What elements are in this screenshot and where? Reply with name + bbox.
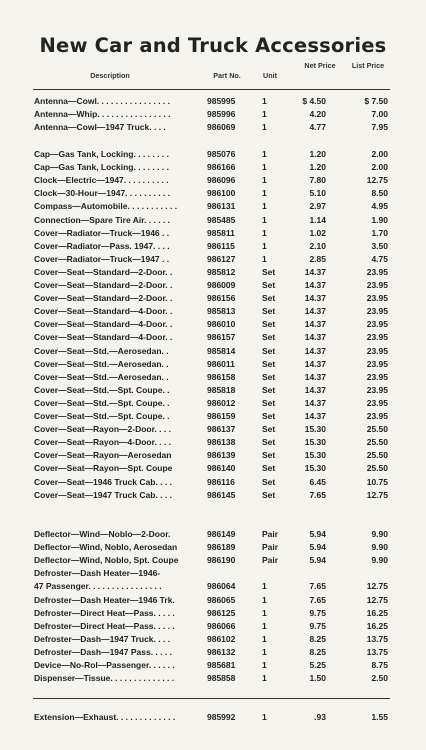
item-list-price: 9.90: [371, 529, 388, 539]
item-list-price: $ 7.50: [364, 96, 388, 106]
item-part-no: 986189: [207, 542, 236, 553]
item-list-price: 23.95: [366, 411, 388, 421]
item-description: Cover—Seat—Standard—4-Door. .: [34, 332, 173, 343]
item-part-no: 986012: [207, 397, 236, 408]
item-list-price: 7.95: [371, 122, 388, 133]
item-part-no: 986145: [207, 489, 236, 500]
item-list-price: 12.75: [366, 594, 388, 605]
table-row: [0, 292, 426, 305]
item-description: Compass—Automobile. . . . . . . . . . .: [34, 201, 178, 212]
item-list-price: 9.90: [371, 555, 388, 566]
table-row: [0, 594, 426, 607]
table-row: [0, 187, 426, 200]
item-description: Cover—Seat—Rayon—2-Door. . . .: [34, 424, 171, 435]
item-unit: 1: [262, 162, 267, 173]
item-part-no: 986159: [207, 411, 236, 421]
item-list-price: 23.95: [366, 293, 388, 304]
item-list-price: 23.95: [366, 266, 388, 277]
item-part-no: 986096: [207, 175, 236, 186]
table-row: [0, 567, 426, 580]
item-unit: Set: [262, 384, 276, 395]
item-net-price: 4.20: [309, 109, 326, 120]
table-row: [0, 358, 426, 371]
item-list-price: 23.95: [366, 345, 388, 356]
item-list-price: 23.95: [366, 332, 388, 343]
table-row: [0, 646, 426, 659]
item-description: Defroster—Direct Heat—Pass. . . . .: [34, 607, 175, 618]
item-part-no: 986065: [207, 594, 236, 605]
item-description: Device—No-Rol—Passenger. . . . . .: [34, 660, 175, 670]
item-list-price: 25.50: [366, 450, 388, 461]
item-part-no: 986125: [207, 607, 236, 618]
item-list-price: 4.95: [371, 201, 388, 212]
table-row: [0, 279, 426, 292]
item-unit: Set: [262, 345, 276, 356]
item-description: Antenna—Cowl—1947 Truck. . . .: [34, 122, 166, 133]
item-list-price: 16.25: [366, 620, 388, 631]
column-header-list-price: List Price: [351, 61, 385, 70]
item-net-price: 9.75: [309, 620, 326, 631]
item-unit: Set: [262, 293, 276, 304]
item-net-price: 1.14: [309, 214, 326, 225]
item-unit: 1: [262, 214, 267, 225]
item-description: Cap—Gas Tank, Locking. . . . . . . .: [34, 162, 169, 173]
table-row: [0, 476, 426, 489]
item-description: Extension—Exhaust. . . . . . . . . . . . .: [34, 712, 176, 722]
column-header-net-price: Net Price: [304, 61, 336, 70]
table-row: [0, 541, 426, 554]
item-unit: 1: [262, 122, 267, 133]
item-net-price: 9.75: [309, 607, 326, 618]
item-unit: 1: [262, 201, 267, 212]
item-unit: Set: [262, 424, 276, 435]
item-part-no: 985813: [207, 306, 236, 317]
item-unit: 1: [262, 660, 267, 670]
table-row: [0, 266, 426, 279]
item-description: Defroster—Dash—1947 Truck. . . .: [34, 633, 171, 644]
item-unit: Set: [262, 371, 276, 382]
item-net-price: 8.25: [309, 646, 326, 657]
table-row: [0, 672, 426, 685]
item-net-price: 14.37: [304, 319, 326, 330]
item-part-no: 986066: [207, 620, 236, 631]
item-unit: Set: [262, 397, 276, 408]
item-net-price: 2.10: [309, 240, 326, 251]
item-description: Cover—Seat—Std.—Aerosedan. .: [34, 358, 169, 369]
table-row: [0, 554, 426, 567]
page-title: New Car and Truck Accessories: [39, 34, 387, 57]
item-unit: 1: [262, 175, 267, 186]
item-net-price: 7.65: [309, 594, 326, 605]
item-part-no: 986131: [207, 201, 236, 212]
item-list-price: 8.75: [371, 660, 388, 670]
item-list-price: 13.75: [366, 633, 388, 644]
table-row: [0, 711, 426, 724]
item-part-no: 985814: [207, 345, 236, 356]
item-description: Cap—Gas Tank, Locking. . . . . . . .: [34, 149, 169, 159]
item-description: Deflector—Wind, Noblo, Aerosedan: [34, 542, 178, 553]
item-list-price: 1.90: [371, 214, 388, 225]
item-part-no: 986138: [207, 437, 236, 448]
item-description: Cover—Seat—Rayon—Aerosedan: [34, 450, 172, 461]
item-unit: 1: [262, 646, 267, 657]
item-description: Defroster—Dash Heater—1946 Trk.: [34, 594, 175, 605]
item-unit: 1: [262, 673, 267, 684]
item-list-price: 13.75: [366, 646, 388, 657]
item-list-price: 12.75: [366, 489, 388, 500]
item-unit: 1: [262, 607, 267, 618]
item-unit: Set: [262, 332, 276, 343]
table-row: [0, 108, 426, 121]
item-list-price: 1.55: [371, 712, 388, 722]
table-row: [0, 633, 426, 646]
table-row: [0, 607, 426, 620]
item-unit: Set: [262, 489, 276, 500]
item-unit: 1: [262, 633, 267, 644]
table-row: [0, 489, 426, 502]
item-unit: Set: [262, 437, 276, 448]
item-net-price: 2.85: [309, 253, 326, 264]
column-header-description: Description: [90, 71, 130, 80]
item-net-price: 5.94: [309, 529, 326, 539]
item-list-price: 25.50: [366, 463, 388, 474]
item-list-price: 25.50: [366, 437, 388, 448]
item-part-no: 986069: [207, 122, 236, 133]
table-row: [0, 240, 426, 253]
item-description: Cover—Seat—Std.—Aerosedan. .: [34, 345, 169, 356]
item-part-no: 986149: [207, 529, 236, 539]
item-unit: 1: [262, 712, 267, 722]
item-list-price: 4.75: [371, 253, 388, 264]
item-unit: 1: [262, 149, 267, 159]
item-list-price: 16.25: [366, 607, 388, 618]
item-list-price: 7.00: [371, 109, 388, 120]
item-net-price: 14.37: [304, 293, 326, 304]
item-description: Cover—Seat—Std.—Spt. Coupe. .: [34, 411, 170, 421]
item-description: Antenna—Cowl. . . . . . . . . . . . . . . .: [34, 96, 171, 106]
item-description: Cover—Seat—Rayon—Spt. Coupe: [34, 463, 173, 474]
item-part-no: 985681: [207, 660, 236, 670]
item-part-no: 986158: [207, 371, 236, 382]
item-description: Cover—Seat—Standard—2-Door. .: [34, 280, 173, 290]
item-part-no: 985995: [207, 96, 236, 106]
item-description: Defroster—Direct Heat—Pass. . . . .: [34, 620, 175, 631]
item-net-price: $ 4.50: [302, 96, 326, 106]
item-list-price: 12.75: [366, 175, 388, 186]
item-net-price: 14.37: [304, 397, 326, 408]
item-description: Cover—Seat—Standard—2-Door. .: [34, 293, 173, 304]
table-row: [0, 253, 426, 266]
item-description: Cover—Radiator—Truck—1947 . .: [34, 253, 170, 264]
item-unit: Pair: [262, 542, 279, 553]
item-part-no: 985076: [207, 149, 236, 159]
item-net-price: 7.65: [309, 581, 326, 592]
item-unit: 1: [262, 227, 267, 238]
item-part-no: 985812: [207, 266, 236, 277]
table-row: [0, 161, 426, 174]
item-unit: Set: [262, 463, 276, 474]
item-unit: 1: [262, 96, 267, 106]
table-row: [0, 174, 426, 187]
item-part-no: 986064: [207, 581, 236, 592]
item-net-price: 5.94: [309, 555, 326, 566]
item-description: Cover—Radiator—Truck—1946 . .: [34, 227, 170, 238]
item-part-no: 985858: [207, 673, 236, 684]
item-net-price: 15.30: [304, 463, 326, 474]
item-part-no: 986166: [207, 162, 236, 173]
item-part-no: 986102: [207, 633, 236, 644]
table-row: [0, 345, 426, 358]
column-header-part-no: Part No.: [213, 71, 241, 80]
table-row: [0, 331, 426, 344]
item-unit: Pair: [262, 529, 279, 539]
item-net-price: .93: [314, 712, 326, 722]
table-row: [0, 148, 426, 161]
item-net-price: 14.37: [304, 306, 326, 317]
item-list-price: 23.95: [366, 384, 388, 395]
item-net-price: 14.37: [304, 384, 326, 395]
item-unit: Set: [262, 358, 276, 369]
table-row: [0, 121, 426, 134]
item-description: Cover—Radiator—Pass. 1947. . . .: [34, 240, 170, 251]
table-row: [0, 318, 426, 331]
item-part-no: 986157: [207, 332, 236, 343]
item-list-price: 1.70: [371, 227, 388, 238]
item-description: Cover—Seat—1947 Truck Cab. . . .: [34, 489, 172, 500]
item-part-no: 986011: [207, 358, 235, 369]
item-description: Dispenser—Tissue. . . . . . . . . . . . . .: [34, 673, 175, 684]
table-row: [0, 423, 426, 436]
table-row: [0, 449, 426, 462]
item-net-price: 14.37: [304, 332, 326, 343]
item-part-no: 985485: [207, 214, 236, 225]
item-list-price: 23.95: [366, 319, 388, 330]
table-row: [0, 227, 426, 240]
table-row: [0, 305, 426, 318]
item-part-no: 986010: [207, 319, 236, 330]
item-net-price: 2.97: [309, 201, 326, 212]
item-part-no: 986116: [207, 476, 235, 487]
item-list-price: 2.50: [371, 673, 388, 684]
item-net-price: 14.37: [304, 266, 326, 277]
item-net-price: 14.37: [304, 371, 326, 382]
item-unit: Set: [262, 319, 276, 330]
item-part-no: 986137: [207, 424, 236, 435]
item-unit: Set: [262, 306, 276, 317]
item-list-price: 10.75: [366, 476, 388, 487]
table-row: [0, 95, 426, 108]
item-description: 47 Passenger. . . . . . . . . . . . . . . .: [34, 581, 162, 592]
item-part-no: 986190: [207, 555, 236, 566]
item-description: Antenna—Whip. . . . . . . . . . . . . . . .: [34, 109, 171, 120]
item-part-no: 985818: [207, 384, 236, 395]
item-unit: Set: [262, 476, 276, 487]
table-row: [0, 371, 426, 384]
item-description: Cover—Seat—1946 Truck Cab. . . .: [34, 476, 172, 487]
item-net-price: 8.25: [309, 633, 326, 644]
item-net-price: 15.30: [304, 437, 326, 448]
item-description: Cover—Seat—Std.—Spt. Coupe. .: [34, 384, 170, 395]
table-row: [0, 436, 426, 449]
item-unit: 1: [262, 188, 267, 199]
table-row: [0, 620, 426, 633]
item-list-price: 12.75: [366, 581, 388, 592]
item-net-price: 5.25: [309, 660, 326, 670]
table-row: [0, 659, 426, 672]
table-row: [0, 528, 426, 541]
table-row: [0, 462, 426, 475]
item-part-no: 986100: [207, 188, 236, 199]
item-list-price: 23.95: [366, 280, 388, 290]
column-header-unit: Unit: [263, 71, 277, 80]
table-row: [0, 580, 426, 593]
item-part-no: 985996: [207, 109, 236, 120]
item-description: Cover—Seat—Standard—4-Door. .: [34, 319, 173, 330]
item-part-no: 986156: [207, 293, 236, 304]
item-net-price: 14.37: [304, 280, 326, 290]
item-description: Deflector—Wind—Noblo—2-Door.: [34, 529, 171, 539]
item-net-price: 4.77: [309, 122, 326, 133]
item-unit: Pair: [262, 555, 279, 566]
item-unit: 1: [262, 109, 267, 120]
item-description: Cover—Seat—Rayon—4-Door. . . .: [34, 437, 171, 448]
item-net-price: 7.65: [309, 489, 326, 500]
item-unit: 1: [262, 253, 267, 264]
item-unit: 1: [262, 620, 267, 631]
table-row: [0, 214, 426, 227]
item-list-price: 23.95: [366, 397, 388, 408]
item-net-price: 1.50: [309, 673, 326, 684]
item-description: Defroster—Dash—1947 Pass. . . . .: [34, 646, 172, 657]
item-unit: Set: [262, 280, 276, 290]
item-list-price: 8.50: [371, 188, 388, 199]
item-part-no: 986009: [207, 280, 236, 290]
item-part-no: 986139: [207, 450, 236, 461]
item-description: Cover—Seat—Standard—2-Door. .: [34, 266, 173, 277]
item-description: Cover—Seat—Std.—Spt. Coupe. .: [34, 397, 170, 408]
item-part-no: 986115: [207, 240, 235, 251]
item-unit: Set: [262, 450, 276, 461]
item-unit: Set: [262, 266, 276, 277]
item-net-price: 14.37: [304, 358, 326, 369]
item-description: Defroster—Dash Heater—1946-: [34, 568, 161, 579]
item-list-price: 25.50: [366, 424, 388, 435]
item-part-no: 985811: [207, 227, 235, 238]
item-list-price: 23.95: [366, 306, 388, 317]
item-list-price: 2.00: [371, 149, 388, 159]
item-net-price: 1.02: [309, 227, 326, 238]
item-list-price: 2.00: [371, 162, 388, 173]
item-net-price: 6.45: [309, 476, 326, 487]
table-row: [0, 397, 426, 410]
table-row: [0, 384, 426, 397]
item-net-price: 14.37: [304, 411, 326, 421]
item-description: Clock—Electric—1947. . . . . . . . . .: [34, 175, 169, 186]
item-description: Clock—30-Hour—1947. . . . . . . . . .: [34, 188, 171, 199]
item-part-no: 986132: [207, 646, 236, 657]
item-part-no: 985992: [207, 712, 236, 722]
item-description: Cover—Seat—Std.—Aerosedan. .: [34, 371, 169, 382]
item-net-price: 5.10: [309, 188, 326, 199]
item-list-price: 23.95: [366, 358, 388, 369]
item-unit: 1: [262, 581, 267, 592]
item-net-price: 1.20: [309, 149, 326, 159]
item-net-price: 15.30: [304, 424, 326, 435]
item-net-price: 7.80: [309, 175, 326, 186]
table-row: [0, 200, 426, 213]
item-net-price: 15.30: [304, 450, 326, 461]
footer-divider: [33, 698, 390, 699]
item-net-price: 1.20: [309, 162, 326, 173]
item-net-price: 14.37: [304, 345, 326, 356]
item-list-price: 9.90: [371, 542, 388, 553]
table-row: [0, 410, 426, 423]
item-part-no: 986140: [207, 463, 236, 474]
item-description: Cover—Seat—Standard—4-Door. .: [34, 306, 173, 317]
item-unit: 1: [262, 594, 267, 605]
item-part-no: 986127: [207, 253, 236, 264]
item-unit: 1: [262, 240, 267, 251]
item-list-price: 3.50: [371, 240, 388, 251]
item-description: Deflector—Wind, Noblo, Spt. Coupe: [34, 555, 179, 566]
item-unit: Set: [262, 411, 276, 421]
item-list-price: 23.95: [366, 371, 388, 382]
item-net-price: 5.94: [309, 542, 326, 553]
item-description: Connection—Spare Tire Air. . . . . .: [34, 214, 171, 225]
